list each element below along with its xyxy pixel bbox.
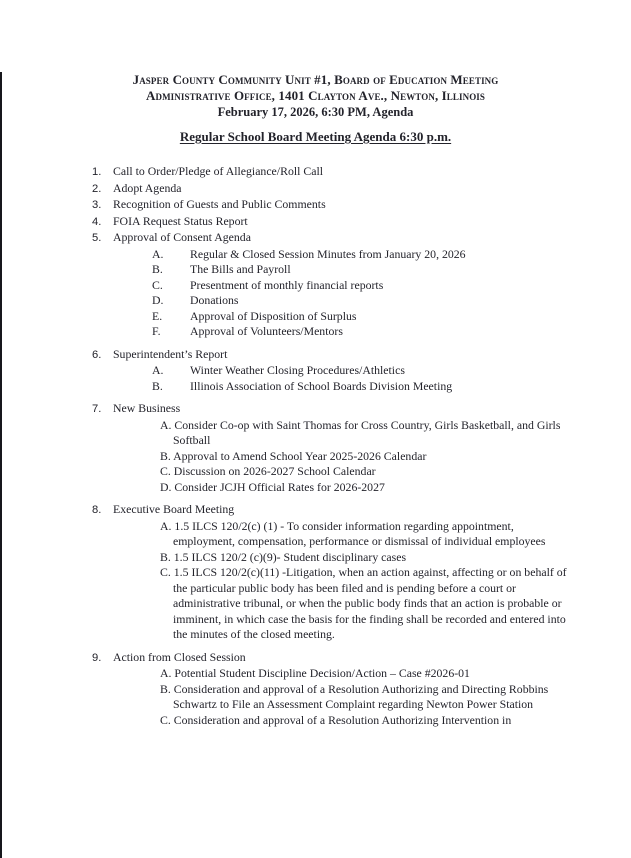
item-number: 1. xyxy=(92,166,102,178)
item-number: 3. xyxy=(92,199,102,211)
subitem-letter: F. xyxy=(152,324,161,338)
subitem-text: Regular & Closed Session Minutes from January 20, 2026 xyxy=(190,246,466,261)
subitem-text: Approval of Volunteers/Mentors xyxy=(190,324,343,338)
agenda-item-heading xyxy=(0,214,631,231)
agenda-subitem: B. 1.5 ILCS 120/2 (c)(9)- Student disciplinary cases xyxy=(160,549,407,564)
subitem-letter: C. xyxy=(152,277,163,292)
agenda-item-heading xyxy=(0,347,631,364)
subitem-text: Presentment of monthly financial reports xyxy=(190,277,384,292)
item-text: Superintendent’s Report xyxy=(113,346,228,361)
document-header xyxy=(0,72,631,120)
subitem-text: Donations xyxy=(190,293,239,307)
agenda-item-heading xyxy=(0,502,631,519)
item-number: 5. xyxy=(92,232,102,244)
agenda-subitem xyxy=(0,379,631,395)
agenda-subitem xyxy=(0,278,631,294)
subitem-text: Approval of Disposition of Surplus xyxy=(190,308,357,323)
agenda-subitem: C. Consideration and approval of a Resolution Authorizing Intervention in xyxy=(160,712,512,727)
item-number: 7. xyxy=(92,403,102,415)
agenda-subitem: B. Approval to Amend School Year 2025-2026 Calendar xyxy=(160,448,427,463)
agenda-item xyxy=(0,181,631,198)
agenda-subitem xyxy=(0,262,631,278)
item-text: Recognition of Guests and Public Comments xyxy=(113,197,326,211)
agenda-title xyxy=(0,129,631,145)
agenda-subitem: C. Discussion on 2026-2027 School Calendar xyxy=(160,464,376,478)
agenda-subitem: A. Potential Student Discipline Decision/Action – Case #2026-01 xyxy=(160,666,470,680)
item-number: 4. xyxy=(92,215,102,228)
agenda-item xyxy=(0,197,631,214)
subitem-letter: D. xyxy=(152,293,164,307)
agenda-subitem: A. Consider Co-op with Saint Thomas for Cross Country, Girls Basketball, and Girls Softball xyxy=(160,417,561,447)
agenda-title-text: Regular School Board Meeting Agenda 6:30 p.m. xyxy=(179,129,452,144)
subitem-text: Illinois Association of School Boards Division Meeting xyxy=(190,378,453,393)
item-text: Executive Board Meeting xyxy=(113,502,235,516)
agenda-item-heading xyxy=(0,164,631,181)
header-org-line: Jasper County Community Unit #1, Board of Education Meeting xyxy=(132,72,499,87)
item-text: FOIA Request Status Report xyxy=(113,213,248,228)
subitem-letter: B. xyxy=(152,378,163,393)
agenda-subitem: A. 1.5 ILCS 120/2(c) (1) - To consider information regarding appointment, employment, compensation, performance or dismissal of individual employees xyxy=(160,518,546,548)
item-text: New Business xyxy=(113,401,181,415)
agenda-list xyxy=(0,164,631,728)
agenda-subitem xyxy=(0,324,631,340)
agenda-item xyxy=(0,230,631,340)
subitem-letter: A. xyxy=(152,363,164,377)
item-text: Approval of Consent Agenda xyxy=(113,230,251,244)
agenda-item xyxy=(0,401,631,495)
agenda-item-heading xyxy=(0,401,631,418)
item-text: Action from Closed Session xyxy=(113,649,246,664)
agenda-item-heading xyxy=(0,197,631,214)
page-left-edge-line xyxy=(0,72,2,858)
agenda-subitem xyxy=(0,247,631,263)
item-number: 9. xyxy=(92,651,102,664)
agenda-item-heading xyxy=(0,650,631,667)
agenda-item xyxy=(0,164,631,181)
item-number: 6. xyxy=(92,348,102,361)
subitem-text: The Bills and Payroll xyxy=(190,262,291,276)
item-text: Call to Order/Pledge of Allegiance/Roll Call xyxy=(113,164,324,178)
subitem-letter: B. xyxy=(152,262,163,276)
header-date-line: February 17, 2026, 6:30 PM, Agenda xyxy=(217,105,414,119)
agenda-subitem: D. Consider JCJH Official Rates for 2026-2027 xyxy=(160,479,385,494)
subitem-letter: A. xyxy=(152,246,164,261)
subitem-text: Winter Weather Closing Procedures/Athletics xyxy=(190,363,405,377)
item-text: Adopt Agenda xyxy=(113,180,182,195)
agenda-item-heading xyxy=(0,230,631,247)
subitem-letter: E. xyxy=(152,308,163,323)
agenda-subitem: B. Consideration and approval of a Resolution Authorizing and Directing Robbins Schwartz to File an Assessment Complaint regarding Newton Power Station xyxy=(160,681,549,711)
agenda-subitem xyxy=(0,363,631,379)
item-number: 8. xyxy=(92,504,102,516)
agenda-item xyxy=(0,650,631,729)
header-location-line: Administrative Office, 1401 Clayton Ave., Newton, Illinois xyxy=(145,88,486,103)
agenda-item xyxy=(0,214,631,231)
item-number: 2. xyxy=(92,182,102,195)
agenda-item-heading xyxy=(0,181,631,198)
agenda-item xyxy=(0,347,631,395)
agenda-subitem: C. 1.5 ILCS 120/2(c)(11) -Litigation, when an action against, affecting or on behalf of the particular public body has been filed and is pending before a court or administrative tribunal, or when the public body finds that an action is probable or imminent, in which case the basis for the finding shall be recorded and entered into the minutes of the closed meeting. xyxy=(160,565,567,641)
agenda-item xyxy=(0,502,631,643)
agenda-subitem xyxy=(0,309,631,325)
agenda-subitem xyxy=(0,293,631,309)
